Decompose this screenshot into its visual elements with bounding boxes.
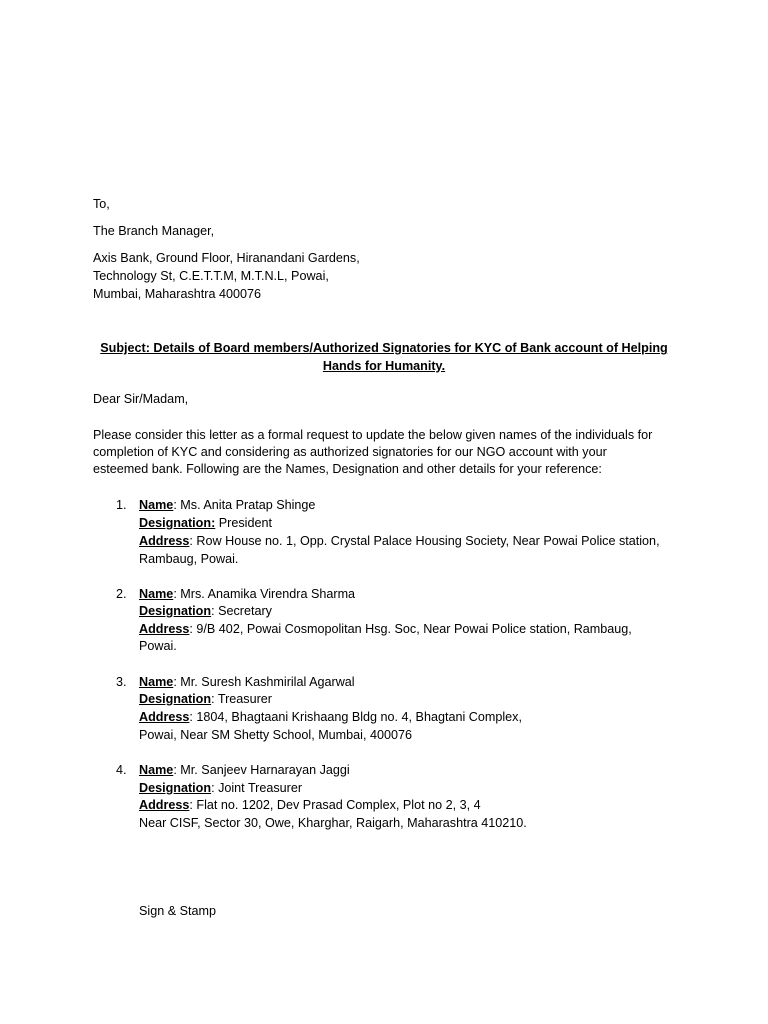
- designation-value: President: [215, 516, 272, 530]
- address-label: Address: [139, 798, 190, 812]
- designation-label: Designation: [139, 604, 212, 618]
- member-address-cont: Powai, Near SM Shetty School, Mumbai, 400076: [139, 728, 413, 742]
- member-number: 2.: [116, 587, 127, 601]
- member-designation-row: [139, 691, 675, 709]
- designation-label: Designation: [139, 781, 212, 795]
- member-number: 3.: [116, 675, 127, 689]
- address-line-2: Technology St, C.E.T.T.M, M.T.N.L, Powai,: [93, 269, 329, 283]
- name-label: Name: [139, 587, 174, 601]
- address-label: Address: [139, 622, 190, 636]
- address-line-1: Axis Bank, Ground Floor, Hiranandani Gardens,: [93, 251, 360, 265]
- designation-value: : Treasurer: [211, 692, 272, 706]
- address-label: Address: [139, 534, 190, 548]
- designation-label: Designation: [139, 692, 212, 706]
- body-line-3: esteemed bank. Following are the Names, Designation and other details for your reference:: [93, 462, 602, 476]
- body-line-2: completion of KYC and considering as authorized signatories for our NGO account with your: [93, 445, 607, 459]
- member-name-row: [139, 497, 675, 515]
- subject-line-2: Hands for Humanity.: [322, 358, 446, 373]
- designation-label: Designation:: [139, 516, 216, 530]
- member-designation-row: [139, 780, 675, 798]
- name-label: Name: [139, 498, 174, 512]
- member-address-cont: Near CISF, Sector 30, Owe, Kharghar, Raigarh, Maharashtra 410210.: [139, 816, 527, 830]
- member-designation-row: [139, 515, 675, 533]
- member-designation-row: [139, 603, 675, 621]
- member-name-row: [139, 586, 675, 604]
- sign-and-stamp: Sign & Stamp: [139, 904, 217, 918]
- name-label: Name: [139, 675, 174, 689]
- member-address-row: [139, 621, 675, 639]
- address-value: : Flat no. 1202, Dev Prasad Complex, Plot no 2, 3, 4: [189, 798, 481, 812]
- address-line-3: Mumbai, Maharashtra 400076: [93, 287, 262, 301]
- address-value: : 1804, Bhagtaani Krishaang Bldg no. 4, Bhagtani Complex,: [189, 710, 522, 724]
- member-address-row: [139, 533, 675, 551]
- member-address-row: [139, 797, 675, 815]
- subject-line-1: Subject: Details of Board members/Authorized Signatories for KYC of Bank account of Helping: [100, 341, 668, 355]
- designation-value: : Joint Treasurer: [211, 781, 303, 795]
- greeting: Dear Sir/Madam,: [93, 392, 189, 406]
- member-number: 4.: [116, 763, 127, 777]
- address-label: Address: [139, 710, 190, 724]
- salutation-to: To,: [93, 197, 110, 211]
- name-value: : Mr. Suresh Kashmirilal Agarwal: [173, 675, 355, 689]
- member-name-row: [139, 674, 675, 692]
- address-value: : Row House no. 1, Opp. Crystal Palace Housing Society, Near Powai Police station,: [189, 534, 660, 548]
- member-address-cont: Rambaug, Powai.: [139, 552, 239, 566]
- member-address-row: [139, 709, 675, 727]
- subject: [93, 340, 675, 375]
- recipient: The Branch Manager,: [93, 224, 215, 238]
- name-value: : Mr. Sanjeev Harnarayan Jaggi: [173, 763, 350, 777]
- member-name-row: [139, 762, 675, 780]
- name-value: : Ms. Anita Pratap Shinge: [173, 498, 316, 512]
- member-address-cont: Powai.: [139, 639, 177, 653]
- address-value: : 9/B 402, Powai Cosmopolitan Hsg. Soc, Near Powai Police station, Rambaug,: [189, 622, 632, 636]
- body-line-1: Please consider this letter as a formal request to update the below given names of the individuals for: [93, 428, 653, 442]
- designation-value: : Secretary: [211, 604, 272, 618]
- name-label: Name: [139, 763, 174, 777]
- name-value: : Mrs. Anamika Virendra Sharma: [173, 587, 356, 601]
- member-number: 1.: [116, 498, 127, 512]
